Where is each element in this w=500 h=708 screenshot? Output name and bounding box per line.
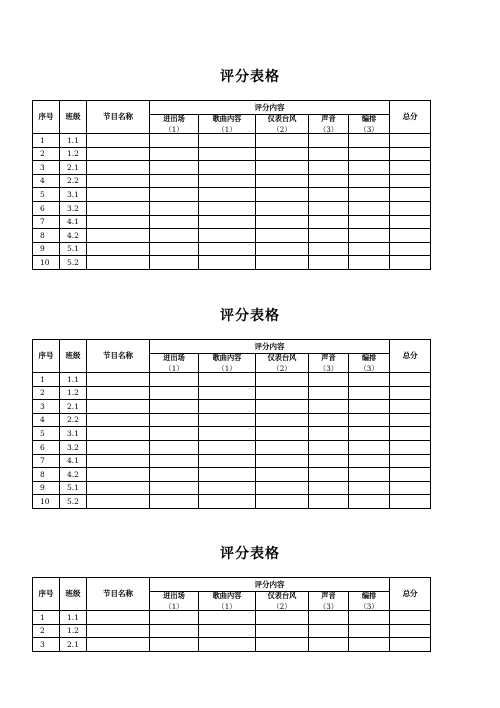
score-cell[interactable] (150, 242, 199, 256)
score-cell[interactable] (349, 134, 390, 148)
header-criterion (309, 114, 349, 133)
score-cell[interactable] (309, 495, 349, 509)
header-criterion (256, 591, 309, 610)
header-criterion (150, 114, 199, 133)
score-cell[interactable] (150, 611, 199, 625)
total-cell[interactable] (390, 134, 431, 148)
header-criteria-group: 评分内容 (150, 340, 390, 354)
score-cell[interactable] (309, 427, 349, 441)
row-index: 4 (33, 413, 60, 427)
score-cell[interactable] (349, 638, 390, 652)
criterion-name: 声音 (321, 590, 336, 600)
program-cell[interactable] (87, 174, 150, 188)
program-cell[interactable] (87, 188, 150, 202)
program-cell[interactable] (87, 386, 150, 400)
score-cell[interactable] (256, 427, 309, 441)
header-index: 序号 (33, 578, 60, 611)
score-cell[interactable] (309, 161, 349, 175)
score-cell[interactable] (309, 468, 349, 482)
row-index: 1 (33, 611, 60, 625)
table-row (33, 147, 431, 161)
criterion-name: 编排 (361, 113, 377, 123)
row-class: 5.2 (60, 495, 87, 509)
criterion-weight: （3） (359, 124, 379, 134)
score-cell[interactable] (256, 413, 309, 427)
score-cell[interactable] (199, 373, 256, 387)
score-cell[interactable] (150, 440, 199, 454)
score-cell[interactable] (309, 188, 349, 202)
table-row (33, 386, 431, 400)
total-cell[interactable] (390, 427, 431, 441)
section-title: 评分表格 (220, 546, 280, 562)
score-cell[interactable] (256, 242, 309, 256)
header-index: 序号 (33, 340, 60, 373)
score-cell[interactable] (150, 400, 199, 414)
row-index: 6 (33, 440, 60, 454)
score-cell[interactable] (309, 440, 349, 454)
score-cell[interactable] (150, 229, 199, 243)
header-class: 班级 (60, 101, 87, 134)
score-cell[interactable] (309, 229, 349, 243)
section-title: 评分表格 (220, 69, 280, 85)
score-cell[interactable] (256, 454, 309, 468)
score-cell[interactable] (150, 468, 199, 482)
score-cell[interactable] (309, 624, 349, 638)
program-cell[interactable] (87, 413, 150, 427)
header-criteria-group: 评分内容 (150, 101, 390, 115)
score-cell[interactable] (199, 188, 256, 202)
score-cell[interactable] (309, 174, 349, 188)
score-cell[interactable] (256, 147, 309, 161)
table-row (33, 242, 431, 256)
criterion-weight: （1） (217, 363, 237, 373)
row-class: 1.2 (60, 147, 87, 161)
score-cell[interactable] (199, 147, 256, 161)
table-row (33, 201, 431, 215)
row-class: 1.2 (60, 386, 87, 400)
header-criterion (199, 353, 256, 372)
program-cell[interactable] (87, 468, 150, 482)
total-cell[interactable] (390, 454, 431, 468)
score-cell[interactable] (150, 495, 199, 509)
score-cell[interactable] (349, 161, 390, 175)
table-row (33, 229, 431, 243)
total-cell[interactable] (390, 256, 431, 270)
criterion-name: 声音 (321, 113, 336, 123)
row-class: 2.2 (60, 174, 87, 188)
criterion-name: 仪表台风 (267, 590, 297, 600)
header-total: 总分 (390, 101, 431, 134)
score-cell[interactable] (199, 134, 256, 148)
total-cell[interactable] (390, 481, 431, 495)
score-cell[interactable] (349, 215, 390, 229)
header-criterion (309, 591, 349, 610)
row-index: 10 (33, 256, 60, 270)
score-cell[interactable] (349, 174, 390, 188)
score-cell[interactable] (309, 215, 349, 229)
total-cell[interactable] (390, 201, 431, 215)
score-cell[interactable] (256, 373, 309, 387)
header-index: 序号 (33, 101, 60, 134)
score-cell[interactable] (150, 638, 199, 652)
score-cell[interactable] (349, 454, 390, 468)
total-cell[interactable] (390, 188, 431, 202)
criterion-weight: （1） (217, 601, 237, 611)
score-cell[interactable] (256, 638, 309, 652)
row-class: 5.2 (60, 256, 87, 270)
row-index: 6 (33, 201, 60, 215)
score-cell[interactable] (199, 468, 256, 482)
criterion-name: 编排 (361, 590, 377, 600)
score-cell[interactable] (256, 468, 309, 482)
criterion-name: 歌曲内容 (212, 352, 242, 362)
table-row (33, 215, 431, 229)
score-cell[interactable] (309, 638, 349, 652)
program-cell[interactable] (87, 242, 150, 256)
score-cell[interactable] (349, 495, 390, 509)
table-row (33, 161, 431, 175)
score-cell[interactable] (150, 147, 199, 161)
row-index: 9 (33, 481, 60, 495)
criterion-weight: （3） (319, 124, 338, 134)
score-cell[interactable] (309, 256, 349, 270)
score-cell[interactable] (150, 373, 199, 387)
header-program: 节目名称 (87, 101, 150, 134)
header-criteria-group: 评分内容 (150, 578, 390, 592)
score-cell[interactable] (199, 400, 256, 414)
criterion-weight: （1） (164, 124, 184, 134)
header-criterion (349, 114, 390, 133)
table-row (33, 481, 431, 495)
score-cell[interactable] (349, 147, 390, 161)
score-cell[interactable] (199, 256, 256, 270)
score-cell[interactable] (349, 440, 390, 454)
score-cell[interactable] (349, 201, 390, 215)
row-index: 3 (33, 400, 60, 414)
row-index: 5 (33, 427, 60, 441)
score-cell[interactable] (349, 229, 390, 243)
score-cell[interactable] (256, 495, 309, 509)
table-row (33, 495, 431, 509)
score-cell[interactable] (150, 134, 199, 148)
row-index: 4 (33, 174, 60, 188)
total-cell[interactable] (390, 174, 431, 188)
score-cell[interactable] (150, 201, 199, 215)
score-cell[interactable] (150, 174, 199, 188)
row-index: 1 (33, 134, 60, 148)
score-cell[interactable] (199, 242, 256, 256)
score-cell[interactable] (256, 624, 309, 638)
score-cell[interactable] (199, 638, 256, 652)
score-cell[interactable] (309, 386, 349, 400)
header-criterion (309, 353, 349, 372)
criterion-weight: （2） (272, 601, 292, 611)
program-cell[interactable] (87, 427, 150, 441)
header-class: 班级 (60, 578, 87, 611)
table-row (33, 611, 431, 625)
score-cell[interactable] (309, 611, 349, 625)
score-cell[interactable] (199, 229, 256, 243)
row-index: 5 (33, 188, 60, 202)
table-row (33, 427, 431, 441)
score-cell[interactable] (349, 188, 390, 202)
score-cell[interactable] (349, 481, 390, 495)
table-row (33, 468, 431, 482)
program-cell[interactable] (87, 373, 150, 387)
score-table (32, 100, 431, 270)
score-cell[interactable] (349, 400, 390, 414)
header-criterion (150, 353, 199, 372)
header-program: 节目名称 (87, 578, 150, 611)
score-cell[interactable] (150, 624, 199, 638)
score-cell[interactable] (150, 386, 199, 400)
total-cell[interactable] (390, 440, 431, 454)
header-program: 节目名称 (87, 340, 150, 373)
row-class: 4.2 (60, 468, 87, 482)
score-cell[interactable] (150, 481, 199, 495)
criterion-name: 声音 (321, 352, 336, 362)
score-cell[interactable] (256, 161, 309, 175)
total-cell[interactable] (390, 413, 431, 427)
header-class: 班级 (60, 340, 87, 373)
score-cell[interactable] (309, 201, 349, 215)
header-criterion (199, 114, 256, 133)
score-cell[interactable] (349, 413, 390, 427)
row-index: 3 (33, 161, 60, 175)
score-cell[interactable] (199, 454, 256, 468)
criterion-weight: （1） (164, 601, 184, 611)
score-cell[interactable] (199, 440, 256, 454)
row-index: 9 (33, 242, 60, 256)
score-cell[interactable] (309, 373, 349, 387)
score-cell[interactable] (199, 624, 256, 638)
section-title: 评分表格 (220, 308, 280, 324)
score-cell[interactable] (256, 229, 309, 243)
program-cell[interactable] (87, 400, 150, 414)
total-cell[interactable] (390, 373, 431, 387)
score-table (32, 339, 431, 509)
score-cell[interactable] (256, 174, 309, 188)
table-row (33, 134, 431, 148)
row-class: 3.2 (60, 440, 87, 454)
score-cell[interactable] (309, 481, 349, 495)
score-cell[interactable] (256, 611, 309, 625)
score-cell[interactable] (349, 611, 390, 625)
score-cell[interactable] (199, 495, 256, 509)
score-cell[interactable] (199, 174, 256, 188)
row-class: 4.1 (60, 454, 87, 468)
row-index: 2 (33, 147, 60, 161)
header-total: 总分 (390, 578, 431, 611)
row-class: 2.1 (60, 161, 87, 175)
row-class: 2.1 (60, 638, 87, 652)
table-row (33, 440, 431, 454)
program-cell[interactable] (87, 638, 150, 652)
score-cell[interactable] (150, 413, 199, 427)
total-cell[interactable] (390, 386, 431, 400)
score-cell[interactable] (199, 215, 256, 229)
total-cell[interactable] (390, 242, 431, 256)
score-cell[interactable] (199, 427, 256, 441)
row-class: 3.1 (60, 188, 87, 202)
criterion-name: 进出场 (163, 590, 185, 600)
score-cell[interactable] (199, 611, 256, 625)
score-cell[interactable] (309, 454, 349, 468)
row-class: 1.1 (60, 134, 87, 148)
score-cell[interactable] (349, 386, 390, 400)
total-cell[interactable] (390, 229, 431, 243)
program-cell[interactable] (87, 495, 150, 509)
row-index: 8 (33, 229, 60, 243)
score-table (32, 577, 431, 652)
score-cell[interactable] (256, 440, 309, 454)
criterion-weight: （2） (272, 124, 292, 134)
row-index: 10 (33, 495, 60, 509)
row-index: 1 (33, 373, 60, 387)
score-cell[interactable] (256, 481, 309, 495)
row-index: 2 (33, 624, 60, 638)
score-cell[interactable] (256, 400, 309, 414)
row-index: 3 (33, 638, 60, 652)
program-cell[interactable] (87, 215, 150, 229)
header-criterion (349, 591, 390, 610)
row-index: 7 (33, 215, 60, 229)
score-cell[interactable] (349, 373, 390, 387)
table-row (33, 188, 431, 202)
table-row (33, 638, 431, 652)
total-cell[interactable] (390, 495, 431, 509)
score-cell[interactable] (349, 624, 390, 638)
score-cell[interactable] (349, 242, 390, 256)
criterion-weight: （3） (319, 601, 338, 611)
row-class: 4.1 (60, 215, 87, 229)
program-cell[interactable] (87, 256, 150, 270)
score-cell[interactable] (349, 468, 390, 482)
score-cell[interactable] (309, 147, 349, 161)
criterion-weight: （2） (272, 363, 292, 373)
criterion-weight: （1） (217, 124, 237, 134)
row-class: 3.2 (60, 201, 87, 215)
criterion-weight: （3） (359, 601, 379, 611)
score-cell[interactable] (150, 161, 199, 175)
score-cell[interactable] (256, 201, 309, 215)
program-cell[interactable] (87, 481, 150, 495)
row-class: 5.1 (60, 481, 87, 495)
program-cell[interactable] (87, 454, 150, 468)
program-cell[interactable] (87, 611, 150, 625)
program-cell[interactable] (87, 134, 150, 148)
score-cell[interactable] (256, 256, 309, 270)
program-cell[interactable] (87, 624, 150, 638)
header-criterion (199, 591, 256, 610)
score-cell[interactable] (309, 242, 349, 256)
criterion-weight: （3） (359, 363, 379, 373)
score-cell[interactable] (349, 427, 390, 441)
criterion-name: 编排 (361, 352, 377, 362)
score-cell[interactable] (256, 215, 309, 229)
program-cell[interactable] (87, 201, 150, 215)
row-class: 2.1 (60, 400, 87, 414)
header-criterion (349, 353, 390, 372)
row-index: 2 (33, 386, 60, 400)
score-cell[interactable] (256, 134, 309, 148)
score-cell[interactable] (309, 413, 349, 427)
total-cell[interactable] (390, 611, 431, 625)
score-cell[interactable] (309, 400, 349, 414)
score-cell[interactable] (150, 215, 199, 229)
score-cell[interactable] (150, 256, 199, 270)
row-class: 1.2 (60, 624, 87, 638)
criterion-weight: （3） (319, 363, 338, 373)
total-cell[interactable] (390, 638, 431, 652)
score-cell[interactable] (199, 201, 256, 215)
criterion-weight: （1） (164, 363, 184, 373)
score-cell[interactable] (309, 134, 349, 148)
table-row (33, 413, 431, 427)
header-criterion (256, 353, 309, 372)
table-row (33, 256, 431, 270)
criterion-name: 进出场 (163, 113, 185, 123)
criterion-name: 进出场 (163, 352, 185, 362)
header-criterion (150, 591, 199, 610)
table-row (33, 373, 431, 387)
row-index: 8 (33, 468, 60, 482)
score-cell[interactable] (150, 188, 199, 202)
score-cell[interactable] (349, 256, 390, 270)
header-criterion (256, 114, 309, 133)
criterion-name: 仪表台风 (267, 113, 297, 123)
criterion-name: 歌曲内容 (212, 590, 242, 600)
score-cell[interactable] (199, 386, 256, 400)
total-cell[interactable] (390, 468, 431, 482)
score-cell[interactable] (199, 413, 256, 427)
program-cell[interactable] (87, 440, 150, 454)
criterion-name: 歌曲内容 (212, 113, 242, 123)
score-cell[interactable] (150, 454, 199, 468)
score-cell[interactable] (199, 161, 256, 175)
table-row (33, 624, 431, 638)
row-class: 3.1 (60, 427, 87, 441)
total-cell[interactable] (390, 400, 431, 414)
row-class: 4.2 (60, 229, 87, 243)
total-cell[interactable] (390, 624, 431, 638)
header-total: 总分 (390, 340, 431, 373)
score-cell[interactable] (256, 188, 309, 202)
total-cell[interactable] (390, 161, 431, 175)
program-cell[interactable] (87, 229, 150, 243)
row-index: 7 (33, 454, 60, 468)
criterion-name: 仪表台风 (267, 352, 297, 362)
program-cell[interactable] (87, 147, 150, 161)
total-cell[interactable] (390, 147, 431, 161)
table-row (33, 174, 431, 188)
total-cell[interactable] (390, 215, 431, 229)
row-class: 5.1 (60, 242, 87, 256)
score-cell[interactable] (256, 386, 309, 400)
table-row (33, 454, 431, 468)
row-class: 2.2 (60, 413, 87, 427)
row-class: 1.1 (60, 373, 87, 387)
table-row (33, 400, 431, 414)
score-cell[interactable] (199, 481, 256, 495)
row-class: 1.1 (60, 611, 87, 625)
score-cell[interactable] (150, 427, 199, 441)
program-cell[interactable] (87, 161, 150, 175)
